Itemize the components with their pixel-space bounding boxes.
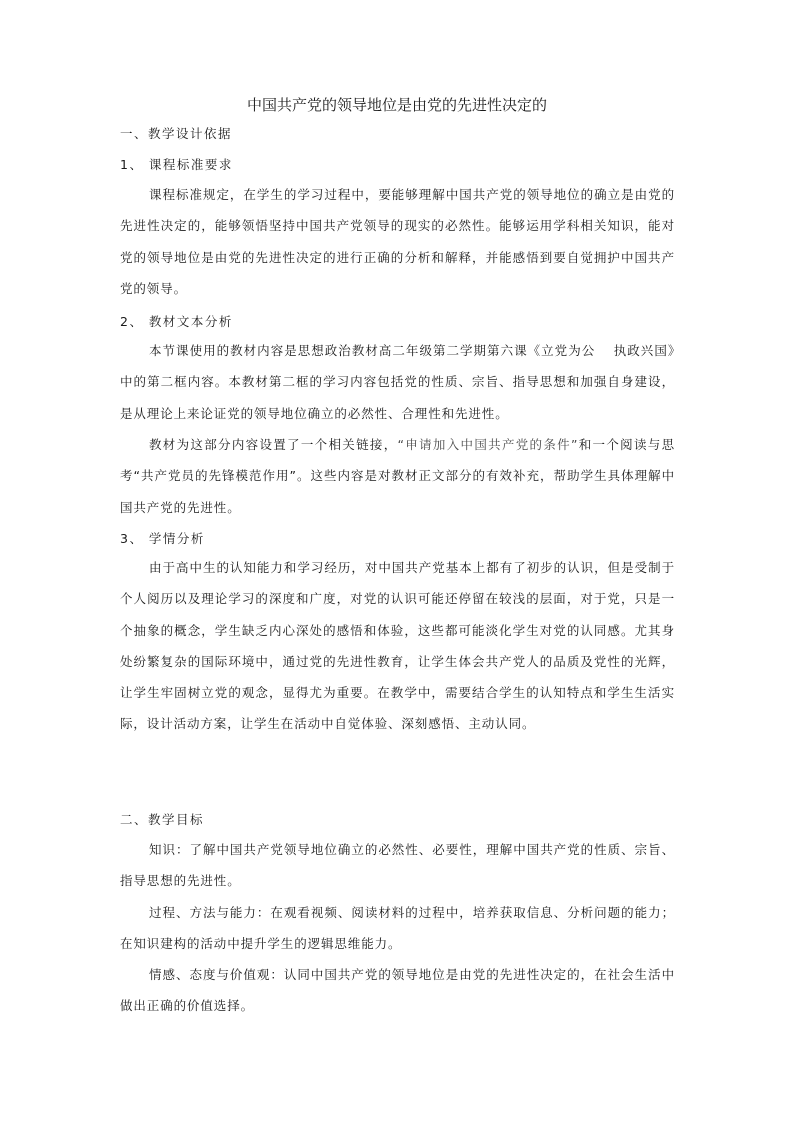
related-link-party-membership-conditions: “申请加入中国共产党的条件” [397,437,579,452]
paragraph-student-analysis: 由于高中生的认知能力和学习经历，对中国共产党基本上都有了初步的认识，但是受制于个人阅历以及理论学习的深度和广度，对党的认识可能还停留在较浅的层面，对于党，只是一个抽象的概念，学生缺乏内心深处的感悟和体验，这些都可能淡化学生对党的认同感。尤其身处纷繁复杂的国际环境中，通过党的先进性教育，让学生体会共产党人的品质及党性的光辉，让学生牢固树立党的观念，显得尤为重要。在教学中，需要结合学生的认知特点和学生生活实际，设计活动方案，让学生在活动中自觉体验、深刻感悟、主动认同。 [120,560,675,732]
paragraph-objective-process-ability: 过程、方法与能力：在观看视频、阅读材料的过程中，培养获取信息、分析问题的能力；在知识建构的活动中提升学生的逻辑思维能力。 [120,905,675,952]
section-heading-teaching-objectives: 二、教学目标 [120,812,205,827]
section-heading-teaching-design-basis: 一、教学设计依据 [120,126,233,141]
subheading-curriculum-standards: 1、 课程标准要求 [120,157,233,172]
paragraph-curriculum-standards: 课程标准规定，在学生的学习过程中，要能够理解中国共产党的领导地位的确立是由党的先进性决定的，能够领悟坚持中国共产党领导的现实的必然性。能够运用学科相关知识，能对党的领导地位是由党的先进性决定的进行正确的分析和解释，并能感悟到要自觉拥护中国共产党的领导。 [120,187,675,296]
document-title: 中国共产党的领导地位是由党的先进性决定的 [246,96,547,114]
paragraph-objective-knowledge: 知识：了解中国共产党领导地位确立的必然性、必要性，理解中国共产党的性质、宗旨、指导思想的先进性。 [120,842,675,889]
paragraph-text-end: 和一个阅读与思考“共产党员的先锋模范作用”。这些内容是对教材正文部分的有效补充，帮助学生具体理解中国共产党的先进性。 [120,437,675,515]
subheading-textbook-analysis: 2、 教材文本分析 [120,314,233,329]
paragraph-textbook-links [120,429,675,523]
paragraph-objective-values: 情感、态度与价值观：认同中国共产党的领导地位是由党的先进性决定的，在社会生活中做出正确的价值选择。 [120,967,675,1014]
paragraph-text-start: 教材为这部分内容设置了一个相关链接， [149,437,398,452]
subheading-student-analysis: 3、 学情分析 [120,531,205,546]
paragraph-textbook-content: 本节课使用的教材内容是思想政治教材高二年级第二学期第六课《立党为公 执政兴国》中的第二框内容。本教材第二框的学习内容包括党的性质、宗旨、指导思想和加强自身建设，是从理论上来论证党的领导地位确立的必然性、合理性和先进性。 [120,343,675,421]
